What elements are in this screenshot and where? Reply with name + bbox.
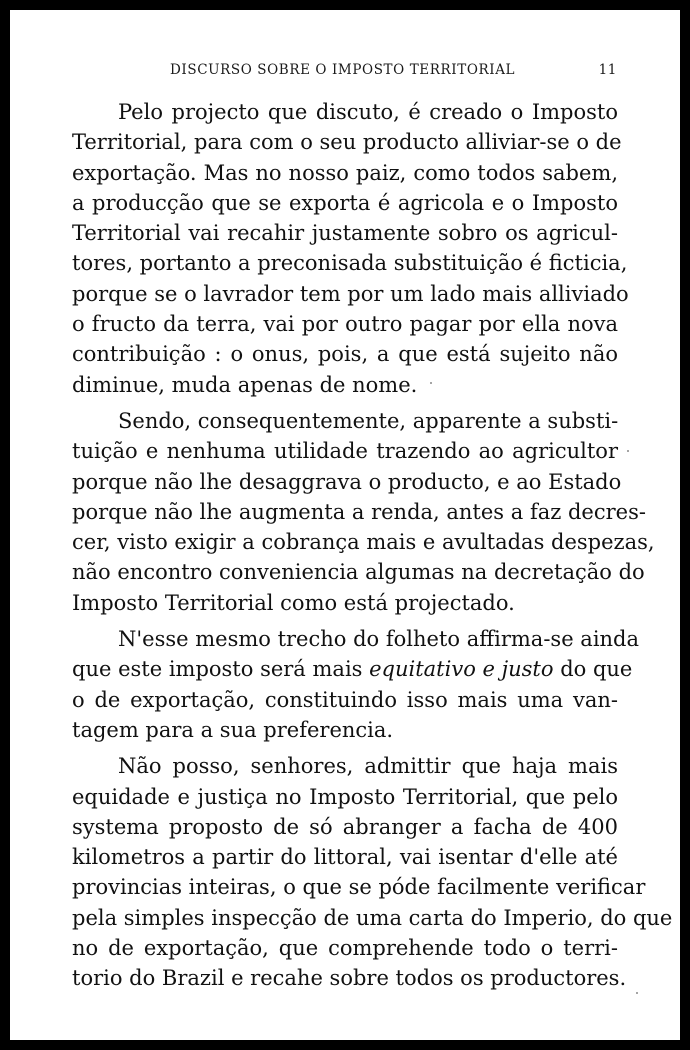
text-line: N'esse mesmo trecho do folheto affirma-se ainda — [118, 627, 640, 652]
text-line: diminue, muda apenas de nome. — [72, 372, 418, 397]
text-line: porque se o lavrador tem por um lado mais alliviado — [72, 281, 629, 306]
text-line: Territorial vai recahir justamente sobro os agricul- — [72, 221, 618, 246]
text-line: no de exportação, que comprehende todo o terri- — [72, 936, 618, 961]
text-line: systema proposto de só abranger a facha de 400 — [72, 814, 618, 839]
print-speck — [636, 992, 638, 994]
text-line: o de exportação, constituindo isso mais uma van- — [72, 687, 618, 712]
text-line: cer, visto exigir a cobrança mais e avultadas despezas, — [72, 530, 655, 555]
text-line: exportação. Mas no nosso paiz, como todos sabem, — [72, 160, 618, 185]
print-speck — [430, 382, 432, 384]
print-speck — [627, 450, 629, 452]
text-line: Pelo projecto que discuto, é creado o Imposto — [118, 100, 618, 124]
body-text — [72, 97, 673, 1000]
page-number: 11 — [598, 62, 617, 78]
text-line: provincias inteiras, o que se póde facilmente verificar — [72, 875, 646, 900]
running-title: DISCURSO SOBRE O IMPOSTO TERRITORIAL — [170, 62, 516, 78]
text-line: a producção que se exporta é agricola e o Imposto — [72, 190, 618, 215]
text-line: que este imposto será mais equitativo e justo do que — [72, 657, 633, 682]
text-line: equidade e justiça no Imposto Territorial, que pelo — [72, 784, 618, 809]
text-line: Imposto Territorial como está projectado. — [72, 590, 515, 615]
text-line: tagem para a sua preferencia. — [72, 717, 394, 742]
page-header — [10, 62, 680, 82]
book-page — [10, 10, 680, 1040]
paragraph — [72, 97, 629, 400]
text-line: contribuição : o onus, pois, a que está sujeito não — [72, 342, 618, 367]
text-line: porque não lhe desaggrava o producto, e ao Estado — [72, 469, 622, 494]
text-line: pela simples inspecção de uma carta do Imperio, do que — [72, 905, 673, 930]
text-line: tores, portanto a preconisada substituição é ficticia, — [72, 251, 628, 276]
text-line: tuição e nenhuma utilidade trazendo ao agricultor — [72, 439, 618, 464]
text-line: Territorial, para com o seu producto alliviar-se o de — [72, 130, 622, 155]
emphasis: equitativo e justo — [369, 657, 554, 682]
text-line: o fructo da terra, vai por outro pagar por ella nova — [72, 312, 618, 337]
text-line: porque não lhe augmenta a renda, antes a faz decres- — [72, 499, 646, 524]
paragraph — [72, 624, 640, 745]
text-line: kilometros a partir do littoral, vai isentar d'elle até — [72, 845, 618, 870]
text-line: torio do Brazil e recahe sobre todos os productores. — [72, 966, 627, 991]
paragraph — [72, 751, 673, 993]
text-line: Não posso, senhores, admittir que haja mais — [118, 754, 618, 779]
text-line: Sendo, consequentemente, apparente a substi- — [118, 408, 619, 433]
paragraph — [72, 406, 655, 618]
text-line: não encontro conveniencia algumas na decretação do — [72, 560, 645, 585]
